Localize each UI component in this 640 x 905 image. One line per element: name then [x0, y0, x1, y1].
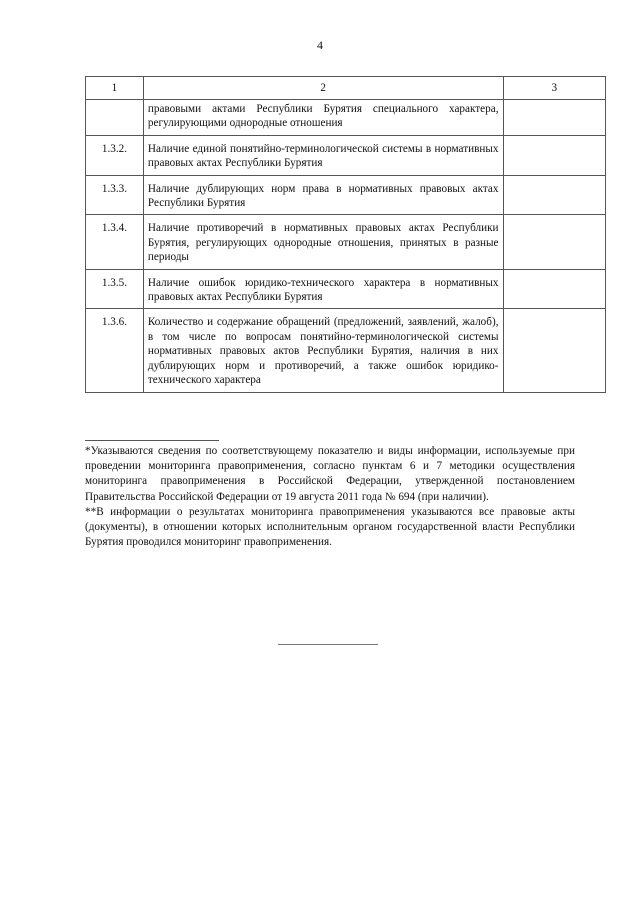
table-row [86, 215, 606, 269]
footnote-1: *Указываются сведения по соответствующему показателю и виды информации, используемые при проведении мониторинга правоприменения, согласно пунктам 6 и 7 методики осуществления мониторинга правоприменения в Российской Федерации, утвержденной постановлением Правительства Российской Федерации от 19 августа 2011 года № 694 (при наличии). [85, 445, 575, 503]
header-cell-2: 2 [143, 77, 503, 100]
row-value [503, 215, 606, 269]
footnote-2: **В информации о результатах мониторинга правоприменения указываются все правовые акты (документы), в отношении которых исполнительным органом государственной власти Республики Бурятия проводился мониторинг правоприменения. [85, 505, 575, 549]
table-row [86, 100, 606, 136]
page-number: 4 [317, 38, 323, 52]
row-description: Количество и содержание обращений (предложений, заявлений, жалоб), в том числе по вопросам понятийно-терминологической системы нормативных правовых актов Республики Бурятия, наличия в них дублирующих норм и противоречий, а также ошибок юридико-технического характера [143, 309, 503, 392]
row-description: Наличие противоречий в нормативных правовых актах Республики Бурятия, регулирующих однородные отношения, принятых в разные периоды [143, 215, 503, 269]
row-number: 1.3.3. [86, 175, 144, 215]
row-value [503, 175, 606, 215]
footnotes [85, 444, 575, 550]
row-number: 1.3.2. [86, 135, 144, 175]
row-description: правовыми актами Республики Бурятия специального характера, регулирующими однородные отношения [143, 100, 503, 136]
row-number: 1.3.4. [86, 215, 144, 269]
table-row [86, 309, 606, 392]
footnote-divider [85, 440, 219, 441]
table-row [86, 135, 606, 175]
row-number: 1.3.5. [86, 269, 144, 309]
row-value [503, 269, 606, 309]
row-number: 1.3.6. [86, 309, 144, 392]
row-value [503, 309, 606, 392]
row-description: Наличие дублирующих норм права в нормативных правовых актах Республики Бурятия [143, 175, 503, 215]
row-description: Наличие ошибок юридико-технического характера в нормативных правовых актах Республики Бурятия [143, 269, 503, 309]
header-cell-3: 3 [503, 77, 606, 100]
table-row [86, 269, 606, 309]
row-value [503, 135, 606, 175]
row-description: Наличие единой понятийно-терминологической системы в нормативных правовых актах Республики Бурятия [143, 135, 503, 175]
row-number [86, 100, 144, 136]
header-cell-1: 1 [86, 77, 144, 100]
table-header-row [86, 77, 606, 100]
table-row [86, 175, 606, 215]
end-divider [278, 644, 378, 645]
monitoring-table [85, 76, 606, 393]
row-value [503, 100, 606, 136]
